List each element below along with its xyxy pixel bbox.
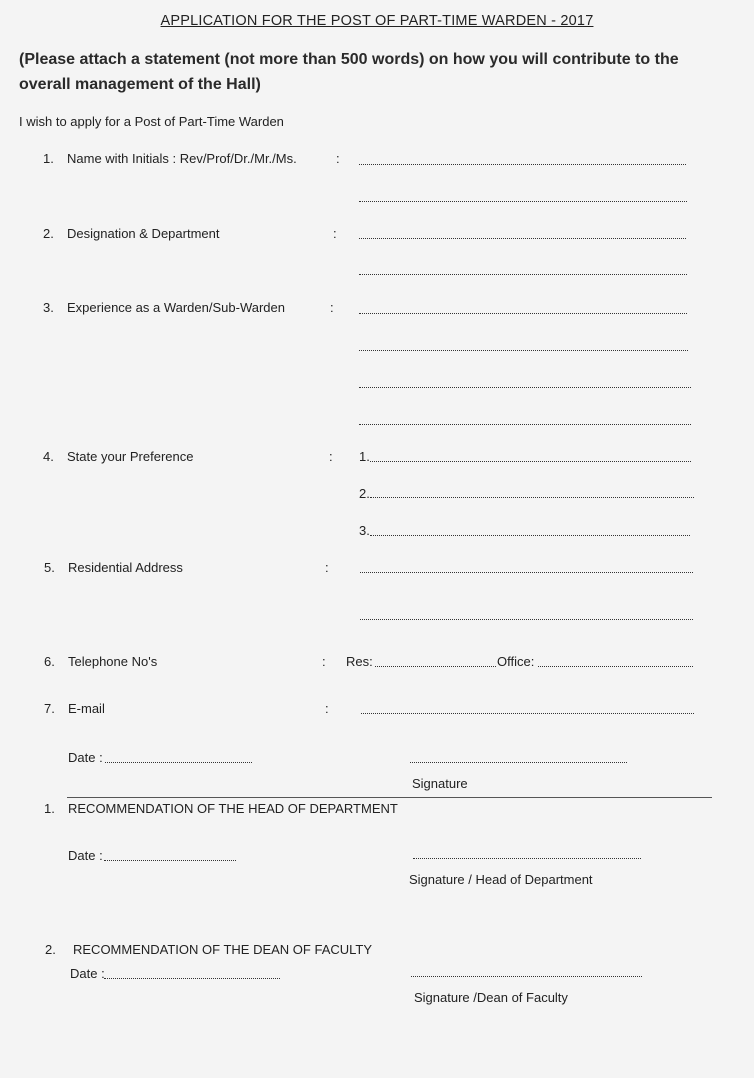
- address-field-line-1[interactable]: [360, 572, 693, 573]
- preference-number-1: 1.: [359, 449, 370, 464]
- preference-number-2: 2.: [359, 486, 370, 501]
- address-label: Residential Address: [68, 560, 183, 575]
- colon: :: [336, 151, 340, 166]
- form-title: APPLICATION FOR THE POST OF PART-TIME WARDEN - 2017: [160, 13, 594, 29]
- hod-signature-label: Signature / Head of Department: [409, 872, 593, 887]
- office-phone-field[interactable]: [538, 666, 693, 667]
- colon: :: [333, 226, 337, 241]
- res-phone-field[interactable]: [375, 666, 496, 667]
- colon: :: [330, 300, 334, 315]
- designation-field-line-2[interactable]: [359, 274, 687, 275]
- colon: :: [325, 560, 329, 575]
- office-label: Office:: [497, 654, 535, 669]
- section-divider: [67, 797, 712, 798]
- item-number: 3.: [43, 300, 54, 315]
- name-field-line-1[interactable]: [359, 164, 686, 165]
- item-number: 7.: [44, 701, 55, 716]
- address-field-line-2[interactable]: [360, 619, 693, 620]
- dean-recommendation-heading: RECOMMENDATION OF THE DEAN OF FACULTY: [73, 942, 373, 957]
- experience-field-line-4[interactable]: [359, 424, 691, 425]
- applicant-signature-field[interactable]: [410, 762, 627, 763]
- item-number: 4.: [43, 449, 54, 464]
- applicant-signature-label: Signature: [412, 776, 468, 791]
- preference-number-3: 3.: [359, 523, 370, 538]
- name-label: Name with Initials : Rev/Prof/Dr./Mr./Ms.: [67, 151, 297, 166]
- item-number: 1.: [43, 151, 54, 166]
- experience-field-line-2[interactable]: [359, 350, 688, 351]
- colon: :: [322, 654, 326, 669]
- preference-field-3[interactable]: [370, 535, 690, 536]
- hod-recommendation-heading: RECOMMENDATION OF THE HEAD OF DEPARTMENT: [68, 801, 398, 816]
- applicant-date-field[interactable]: [105, 762, 252, 763]
- applicant-date-label: Date :: [68, 750, 103, 765]
- preference-field-2[interactable]: [370, 497, 694, 498]
- attachment-note-line-2: overall management of the Hall): [19, 76, 261, 93]
- preference-field-1[interactable]: [370, 461, 691, 462]
- res-label: Res:: [346, 654, 373, 669]
- attachment-note-line-1: (Please attach a statement (not more than 500 words) on how you will contribute to the: [19, 51, 679, 68]
- experience-field-line-1[interactable]: [359, 313, 687, 314]
- item-number: 6.: [44, 654, 55, 669]
- telephone-label: Telephone No's: [68, 654, 158, 669]
- email-field[interactable]: [361, 713, 694, 714]
- dean-date-field[interactable]: [104, 978, 280, 979]
- item-number: 5.: [44, 560, 55, 575]
- recommendation-number: 1.: [44, 801, 55, 816]
- hod-date-label: Date :: [68, 848, 103, 863]
- intro-statement: I wish to apply for a Post of Part-Time Warden: [19, 114, 284, 129]
- colon: :: [325, 701, 329, 716]
- dean-date-label: Date :: [70, 966, 105, 981]
- experience-label: Experience as a Warden/Sub-Warden: [67, 300, 285, 315]
- item-number: 2.: [43, 226, 54, 241]
- email-label: E-mail: [68, 701, 105, 716]
- experience-field-line-3[interactable]: [359, 387, 691, 388]
- hod-date-field[interactable]: [104, 860, 236, 861]
- designation-field-line-1[interactable]: [359, 238, 686, 239]
- designation-label: Designation & Department: [67, 226, 220, 241]
- hod-signature-field[interactable]: [413, 858, 641, 859]
- name-field-line-2[interactable]: [359, 201, 687, 202]
- colon: :: [329, 449, 333, 464]
- recommendation-number: 2.: [45, 942, 56, 957]
- dean-signature-field[interactable]: [411, 976, 642, 977]
- preference-label: State your Preference: [67, 449, 194, 464]
- dean-signature-label: Signature /Dean of Faculty: [414, 990, 568, 1005]
